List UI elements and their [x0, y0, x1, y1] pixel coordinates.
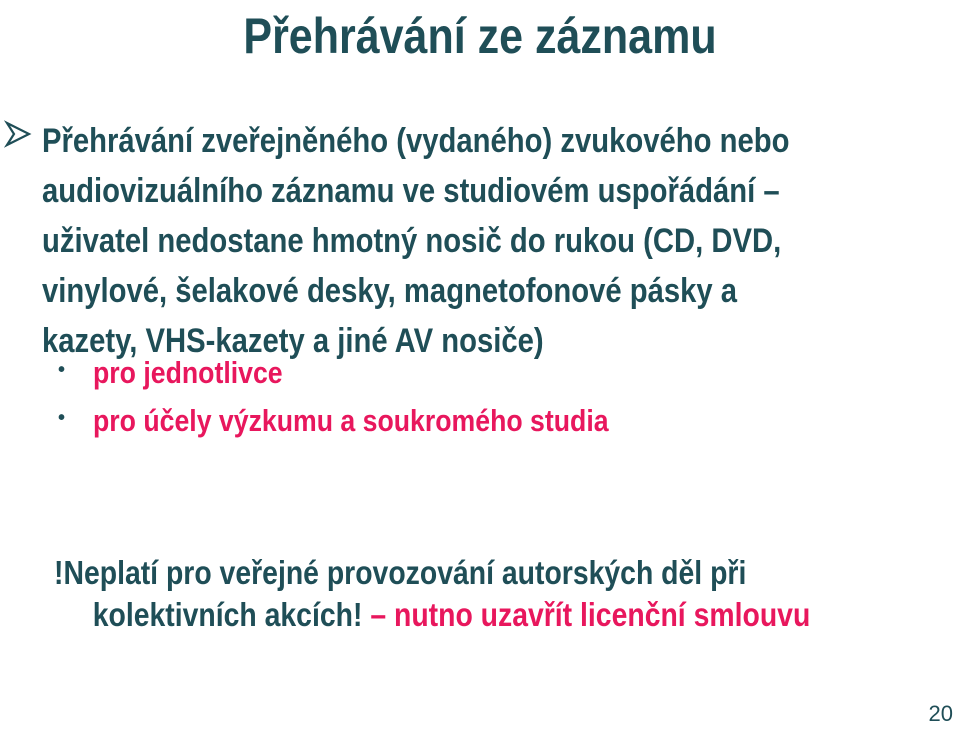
- dot-bullet-icon: •: [58, 359, 66, 381]
- note-licence-highlight: – nutno uzavřít licenční smlouvu: [362, 596, 811, 633]
- slide-title: Přehrávání ze záznamu: [243, 8, 717, 64]
- page-number: 20: [928, 701, 953, 726]
- main-bullet-line: audiovizuálního záznamu ve studiovém uspořádání –: [42, 172, 780, 210]
- main-bullet-line: uživatel nedostane hmotný nosič do rukou (CD, DVD,: [42, 222, 782, 260]
- dot-bullet-icon: •: [58, 407, 66, 429]
- note-line-1: !Neplatí pro veřejné provozování autorských děl při: [54, 554, 747, 591]
- note-line-2-start: kolektivních akcích!: [92, 596, 363, 633]
- arrow-bullet-icon: [4, 120, 32, 148]
- sub-bullet-item: [0, 351, 960, 395]
- main-bullet-line: Přehrávání zveřejněného (vydaného) zvukového nebo: [42, 122, 790, 160]
- warning-note: [54, 552, 960, 636]
- main-bullet-line: vinylové, šelakové desky, magnetofonové pásky a: [42, 272, 738, 310]
- main-bullet-text: [42, 116, 954, 366]
- sub-bullet-text: pro jednotlivce: [93, 355, 283, 390]
- sub-bullet-item: [0, 399, 960, 443]
- main-bullet-line: kazety, VHS-kazety a jiné AV nosiče): [42, 322, 544, 360]
- note-line-2: [54, 594, 960, 636]
- sub-bullet-text: pro účely výzkumu a soukromého studia: [93, 403, 609, 438]
